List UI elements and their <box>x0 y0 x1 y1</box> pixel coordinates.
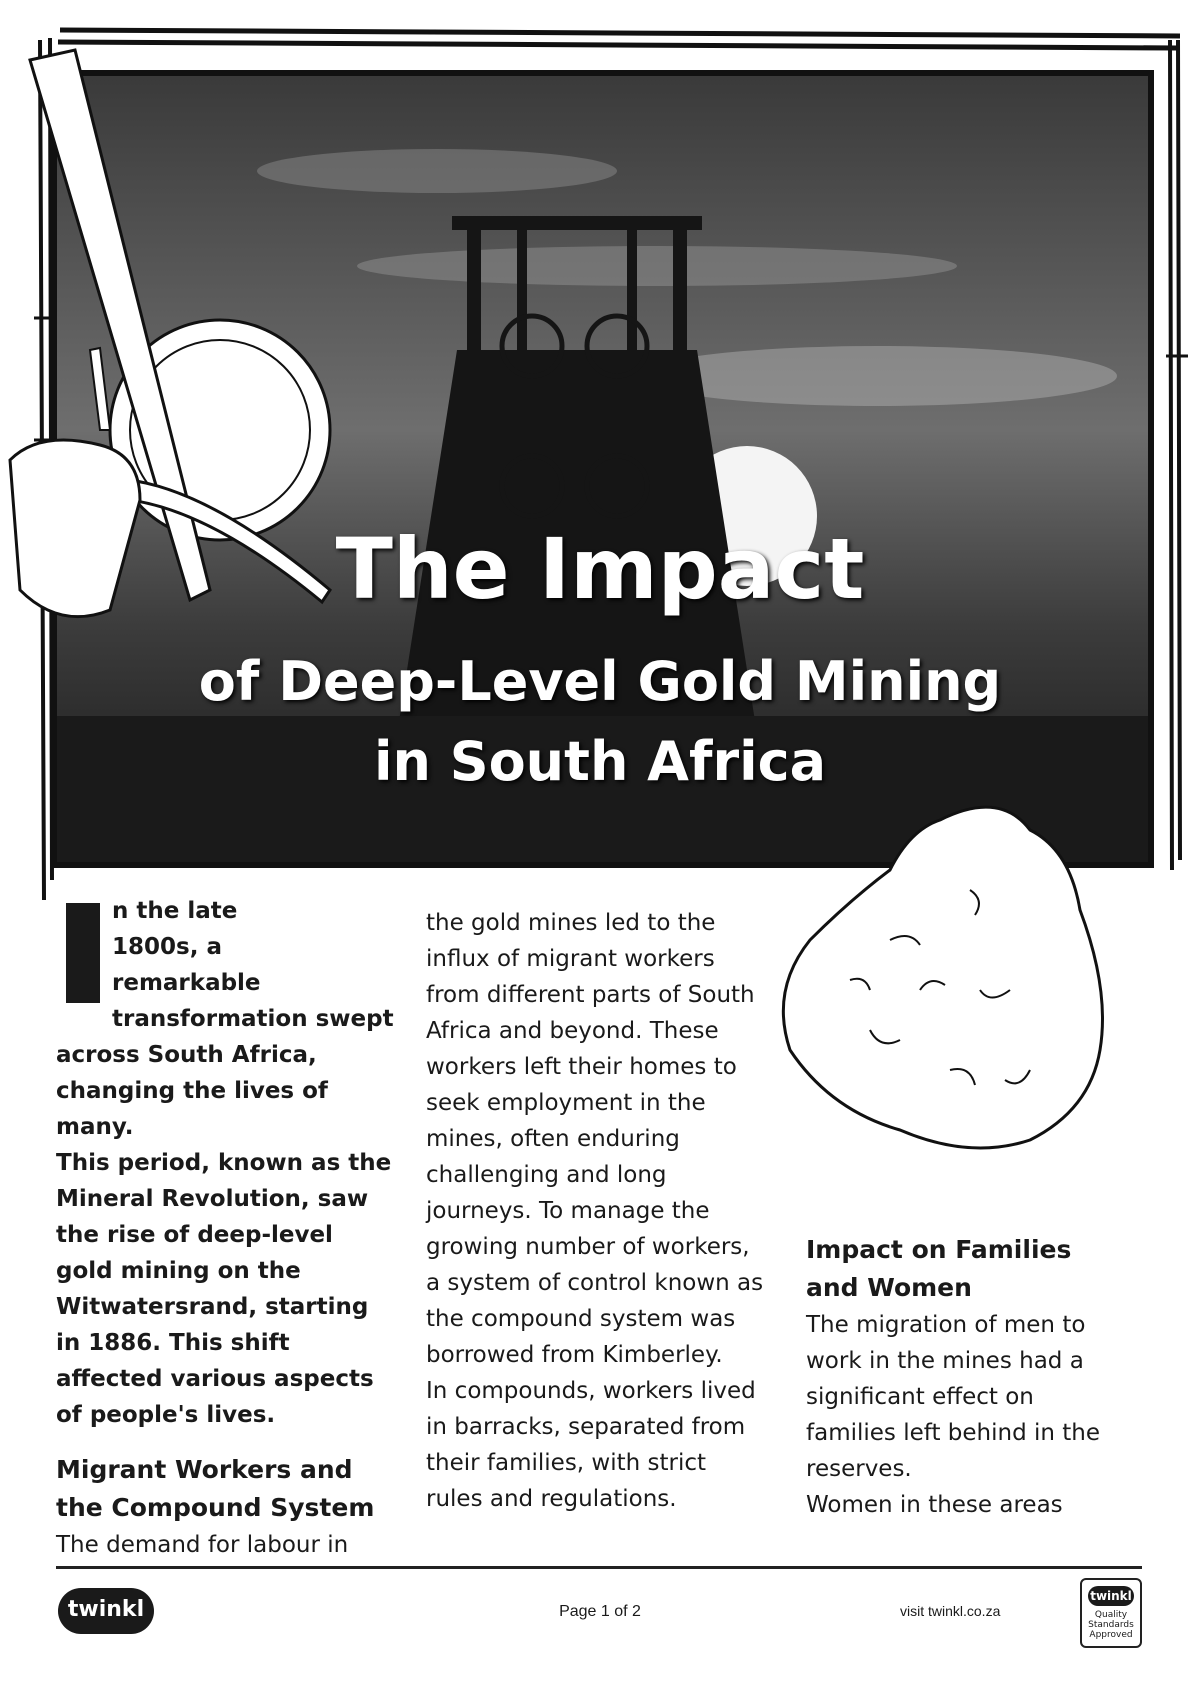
gold-nugget-icon <box>770 790 1140 1170</box>
column-2 <box>426 905 766 1517</box>
column-1 <box>56 893 396 1563</box>
paragraph: The demand for labour in <box>56 1532 349 1558</box>
badge-text: Quality Standards Approved <box>1088 1610 1134 1640</box>
intro-line: transformation swept <box>112 1006 394 1032</box>
badge-logo: twinkl <box>1088 1586 1134 1606</box>
paragraph: Women in these areas <box>806 1492 1063 1518</box>
hero-title: The Impact <box>335 520 865 618</box>
paragraph: the gold mines led to the influx of migrant workers from different parts of South Africa and beyond. These workers left their homes to seek employment in the mines, often enduring challenging and long journeys. To manage the growing number of workers, a system of control known as the compound system was borrowed from Kimberley. <box>426 910 764 1368</box>
twinkl-logo[interactable]: twinkl <box>58 1588 154 1634</box>
dropcap-letter: I <box>66 903 100 1003</box>
paragraph: In compounds, workers lived in barracks, separated from their families, with strict rules and regulations. <box>426 1378 756 1512</box>
paragraph: The migration of men to work in the mines had a significant effect on families left behind in the reserves. <box>806 1312 1101 1482</box>
footer-divider <box>56 1566 1142 1569</box>
intro-line: remarkable <box>112 970 261 996</box>
website-link[interactable]: visit twinkl.co.za <box>900 1603 1001 1619</box>
quality-badge <box>1080 1578 1142 1648</box>
intro-paragraph: across South Africa, changing the lives of many. <box>56 1042 328 1140</box>
column-3 <box>806 1231 1126 1523</box>
intro-line: 1800s, a <box>112 934 222 960</box>
hero-subtitle-line1: of Deep-Level Gold Mining <box>198 650 1002 713</box>
paragraph: This period, known as the Mineral Revolution, saw the rise of deep-level gold mining on the Witwatersrand, starting in 1886. This shift affected various aspects of people's lives. <box>56 1150 392 1428</box>
page-number: Page 1 of 2 <box>559 1603 641 1620</box>
section-heading: Impact on Families and Women <box>806 1235 1072 1302</box>
section-heading: Migrant Workers and the Compound System <box>56 1455 375 1522</box>
intro-line: n the late <box>112 898 238 924</box>
hero-subtitle-line2: in South Africa <box>373 730 827 793</box>
